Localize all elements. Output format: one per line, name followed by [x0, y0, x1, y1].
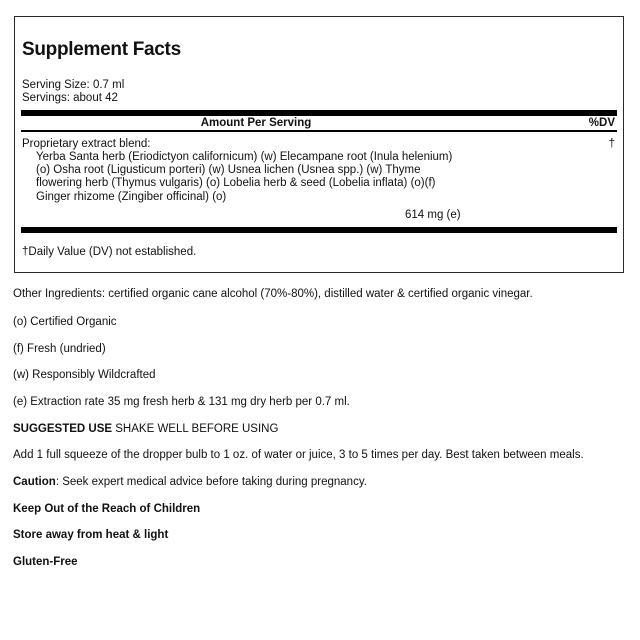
warning-storage: Store away from heat & light: [13, 529, 169, 541]
legend-fresh: (f) Fresh (undried): [13, 343, 106, 355]
daily-value-footnote: †Daily Value (DV) not established.: [22, 246, 197, 258]
blend-ingredients-line: (o) Osha root (Ligusticum porteri) (w) Usnea lichen (Usnea spp.) (w) Thyme: [36, 164, 421, 177]
blend-ingredients: [36, 151, 452, 204]
supplement-facts-panel: [14, 16, 624, 273]
blend-amount: 614 mg (e): [405, 209, 461, 221]
amount-per-serving-header: Amount Per Serving: [200, 117, 312, 129]
legend-extraction-rate: (e) Extraction rate 35 mg fresh herb & 131 mg dry herb per 0.7 ml.: [13, 396, 350, 408]
legend-wildcrafted: (w) Responsibly Wildcrafted: [13, 369, 156, 381]
legend-organic: (o) Certified Organic: [13, 316, 117, 328]
dv-dagger-symbol: †: [608, 138, 615, 150]
daily-value-header: %DV: [588, 117, 615, 129]
blend-ingredients-line: Ginger rhizome (Zingiber officinal) (o): [36, 190, 227, 203]
blend-ingredients-line: Yerba Santa herb (Eriodictyon californicum) (w) Elecampane root (Inula helenium): [36, 151, 453, 163]
facts-title: Supplement Facts: [22, 39, 181, 60]
serving-size: Serving Size: 0.7 ml: [22, 79, 125, 91]
caution-statement: [13, 476, 367, 489]
suggested-use-label: SUGGESTED USE: [13, 423, 113, 435]
thin-divider: [21, 130, 617, 132]
gluten-free-note: Gluten-Free: [13, 556, 78, 568]
caution-label: Caution: [13, 476, 56, 488]
other-ingredients: Other Ingredients: certified organic cane alcohol (70%-80%), distilled water & certified organic vinegar.: [13, 288, 533, 300]
shake-note: SHAKE WELL BEFORE USING: [112, 423, 279, 435]
warning-children: Keep Out of the Reach of Children: [13, 503, 201, 515]
blend-label: Proprietary extract blend:: [22, 138, 151, 150]
facts-header-row: [21, 116, 617, 130]
suggested-use-heading: [13, 423, 278, 436]
blend-ingredients-line: flowering herb (Thymus vulgaris) (o) Lobelia herb & seed (Lobelia inflata) (o)(f): [36, 177, 436, 190]
thick-divider-bottom: [21, 227, 617, 233]
caution-text: : Seek expert medical advice before taking during pregnancy.: [55, 476, 367, 488]
servings-per-container: Servings: about 42: [22, 92, 118, 104]
suggested-use-directions: Add 1 full squeeze of the dropper bulb to 1 oz. of water or juice, 3 to 5 times per day. Best taken between meals.: [13, 449, 584, 461]
